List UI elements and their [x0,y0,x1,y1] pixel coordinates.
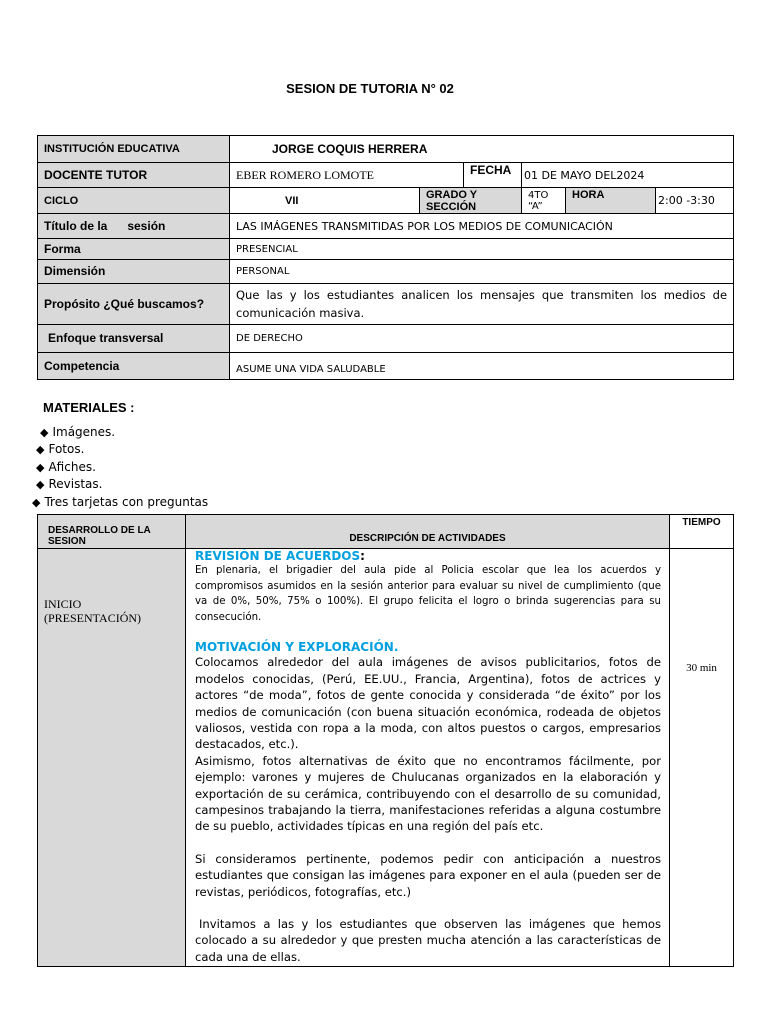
motivacion-paragraph-4: Invitamos a las y los estudiantes que observen las imágenes que hemos colocado a su alrededor y que presten mucha atención a las características de cada una de ellas. [195,917,661,964]
institucion-value: JORGE COQUIS HERRERA [230,136,734,163]
dimension-value: PERSONAL [230,260,734,284]
motivacion-paragraph-2: Asimismo, fotos alternativas de éxito que no encontramos fácilmente, por ejemplo: varones y mujeres de Chulucanas organizados en la elaboración y exportación de su cerámica, contribuyendo con el desarrollo de su comunidad, campesinos trabajando la tierra, manifestaciones referidas a alguna costumbre de su pueblo, actividades típicas en una región del país etc. [195,753,661,834]
diamond-bullet-icon: ◆ [36,460,45,474]
list-item: ◆ Revistas. [36,477,103,492]
motivacion-paragraph-3: Si consideramos pertinente, podemos pedir con anticipación a nuestros estudiantes que consigan las imágenes para exponer en el aula (pueden ser de revistas, periódicos, fotografías, etc.) [195,851,661,899]
hora-value: 2:00 -3:30 [656,188,734,214]
fecha-value: 01 DE MAYO DEL2024 [522,163,734,188]
list-item: ◆ Afiches. [36,459,96,474]
diamond-bullet-icon: ◆ [36,478,45,492]
forma-label: Forma [38,239,230,260]
grado-value: 4TO “A” [522,188,566,214]
list-item: ◆ Fotos. [36,442,85,457]
diamond-bullet-icon: ◆ [32,495,41,509]
competencia-label: Competencia [38,353,230,380]
enfoque-value: DE DERECHO [230,325,734,353]
institucion-label: INSTITUCIÓN EDUCATIVA [38,136,230,163]
proposito-value: Que las y los estudiantes analicen los mensajes que transmiten los medios de comunicación masiva. [230,284,734,325]
tiempo-cell: 30 min [670,549,734,967]
list-item: ◆ Imágenes. [40,425,116,439]
fecha-label: FECHA [464,163,522,188]
diamond-bullet-icon: ◆ [36,443,45,457]
dimension-label: Dimensión [38,260,230,284]
phase-cell: INICIO (PRESENTACIÓN) [38,549,186,967]
description-cell [186,549,670,967]
revision-paragraph: En plenaria, el brigadier del aula pide al Policia escolar que lea los acuerdos y compromisos asumidos en la sesión anterior para evaluar su nivel de cumplimiento (que va de 0%, 50%, 75% o 100%). El grupo felicita el logro o brinda sugerencias para su consecución. [195,565,661,623]
titulo-label: Título de la sesión [38,214,230,239]
grado-label: GRADO Y SECCIÓN [420,188,522,214]
activities-table [37,514,734,967]
list-item: ◆ Tres tarjetas con preguntas [32,494,209,509]
diamond-bullet-icon: ◆ [40,426,49,439]
docente-label: DOCENTE TUTOR [38,163,230,188]
col-descripcion-header: DESCRIPCIÓN DE ACTIVIDADES [186,515,670,549]
ciclo-label: CICLO [38,188,230,214]
col-desarrollo-header: DESARROLLO DE LA SESION [38,515,186,549]
enfoque-label: Enfoque transversal [38,325,230,353]
titulo-value: LAS IMÁGENES TRANSMITIDAS POR LOS MEDIOS DE COMUNICACIÓN [230,214,734,239]
motivacion-heading: MOTIVACIÓN Y EXPLORACIÓN. [195,640,399,655]
motivacion-paragraph-1: Colocamos alrededor del aula imágenes de avisos publicitarios, fotos de modelos conocidas, (Perú, EE.UU., Francia, Argentina), fotos de actrices y actores “de moda”, fotos de gente conocida y considerada “de éxito” por los medios de comunicación (con buena situación económica, rodeada de objetos valiosos, vestida con ropa a la moda, con altos puestos o cargos, empresarios destacados, etc.). [195,655,661,752]
ciclo-value: VII [230,188,420,214]
proposito-label: Propósito ¿Qué buscamos? [38,284,230,325]
materiales-title: MATERIALES : [43,400,135,415]
competencia-value: ASUME UNA VIDA SALUDABLE [230,353,734,380]
hora-label: HORA [566,188,656,214]
forma-value: PRESENCIAL [230,239,734,260]
materiales-list [32,424,208,511]
docente-value: EBER ROMERO LOMOTE [230,163,464,188]
col-tiempo-header: TIEMPO [670,515,734,549]
page-title: SESION DE TUTORIA N° 02 [286,81,454,96]
revision-heading: REVISIÓN DE ACUERDOS: [195,549,365,563]
session-info-table [37,135,734,380]
